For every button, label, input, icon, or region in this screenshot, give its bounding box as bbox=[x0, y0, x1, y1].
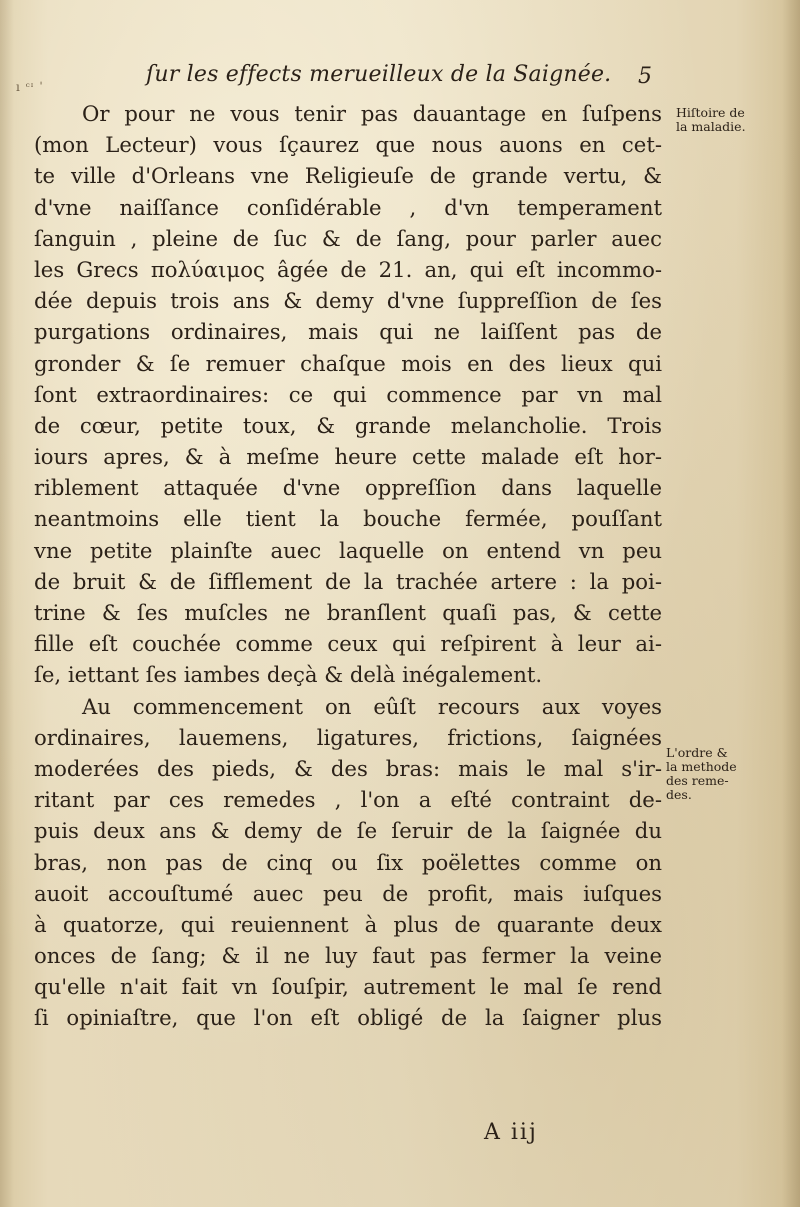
signature-mark: A iij bbox=[484, 1120, 538, 1145]
margin-note-method bbox=[666, 746, 737, 802]
margin-note-line: des reme- bbox=[666, 773, 729, 788]
text-line: dée depuis trois ans & demy d'vne ſuppreſſion de ſes bbox=[34, 288, 662, 314]
margin-note-line: L'ordre & bbox=[666, 745, 728, 760]
text-line: riblement attaquée d'vne oppreſſion dans laquelle bbox=[34, 475, 662, 501]
text-line: onces de ſang; & il ne luy faut pas fermer la veine bbox=[34, 943, 662, 969]
text-line: moderées des pieds, & des bras: mais le mal s'ir- bbox=[34, 755, 662, 781]
text-line: purgations ordinaires, mais qui ne laiſſent pas de bbox=[34, 319, 662, 345]
text-line: vne petite plainſte auec laquelle on entend vn peu bbox=[34, 537, 662, 563]
text-line: puis deux ans & demy de ſe ſeruir de la ſaignée du bbox=[34, 818, 662, 844]
gutter-shadow bbox=[0, 0, 14, 1207]
text-line: bras, non pas de cinq ou ſix poëlettes comme on bbox=[34, 849, 662, 875]
text-line: gronder & ſe remuer chaſque mois en des lieux qui bbox=[34, 350, 662, 376]
margin-note-line: la maladie. bbox=[676, 119, 746, 134]
page-edge-shadow bbox=[782, 0, 800, 1207]
margin-note-history bbox=[676, 106, 746, 134]
text-line: auoit accouſtumé auec peu de profit, mais iuſques bbox=[34, 880, 662, 906]
text-line: ſi opiniaſtre, que l'on eſt obligé de la ſaigner plus bbox=[34, 1005, 662, 1031]
margin-note-line: la methode bbox=[666, 759, 737, 774]
body-text bbox=[34, 98, 662, 1034]
text-line: d'vne naiſſance conſidérable , d'vn temperament bbox=[34, 194, 662, 220]
text-line: qu'elle n'ait fait vn ſouſpir, autrement le mal ſe rend bbox=[34, 974, 662, 1000]
text-line: ritant par ces remedes , l'on a eſté contraint de- bbox=[34, 787, 662, 813]
margin-note-line: Hiſtoire de bbox=[676, 105, 745, 120]
text-line: ſe, iettant ſes iambes deçà & delà inégalement. bbox=[34, 662, 543, 688]
text-line: iours apres, & à meſme heure cette malade eſt hor- bbox=[34, 444, 662, 470]
text-line: de bruit & de ſifflement de la trachée artere : la poi- bbox=[34, 568, 662, 594]
text-line: trine & ſes muſcles ne branſlent quaſi pas, & cette bbox=[34, 600, 662, 625]
text-line: (mon Lecteur) vous ſçaurez que nous auons en cet- bbox=[34, 132, 662, 158]
text-line: ſanguin , pleine de ſuc & de ſang, pour parler auec bbox=[34, 225, 662, 251]
folio-mark: ı ᶜᶦ ˈ bbox=[16, 80, 44, 94]
margin-note-line: des. bbox=[666, 787, 692, 802]
text-line: ordinaires, lauemens, ligatures, frictions, ſaignées bbox=[34, 724, 662, 750]
text-line: fille eſt couchée comme ceux qui reſpirent à leur ai- bbox=[34, 631, 662, 657]
page-number: 5 bbox=[638, 64, 652, 89]
text-line: Au commencement on eûſt recours aux voyes bbox=[82, 693, 662, 719]
text-line: ſont extraordinaires: ce qui commence par vn mal bbox=[34, 381, 662, 407]
running-title: ſur les effects merueilleux de la Saignée. bbox=[146, 62, 612, 87]
text-line: neantmoins elle tient la bouche fermée, pouſſant bbox=[34, 506, 662, 532]
text-line: de cœur, petite toux, & grande melancholie. Trois bbox=[34, 412, 662, 438]
text-line: à quatorze, qui reuiennent à plus de quarante deux bbox=[34, 911, 662, 937]
text-line: Or pour ne vous tenir pas dauantage en ſuſpens bbox=[82, 101, 662, 126]
text-line: te ville d'Orleans vne Religieuſe de grande vertu, & bbox=[34, 163, 662, 189]
text-line: les Grecs πολύαιμος âgée de 21. an, qui eſt incommo- bbox=[34, 256, 662, 282]
